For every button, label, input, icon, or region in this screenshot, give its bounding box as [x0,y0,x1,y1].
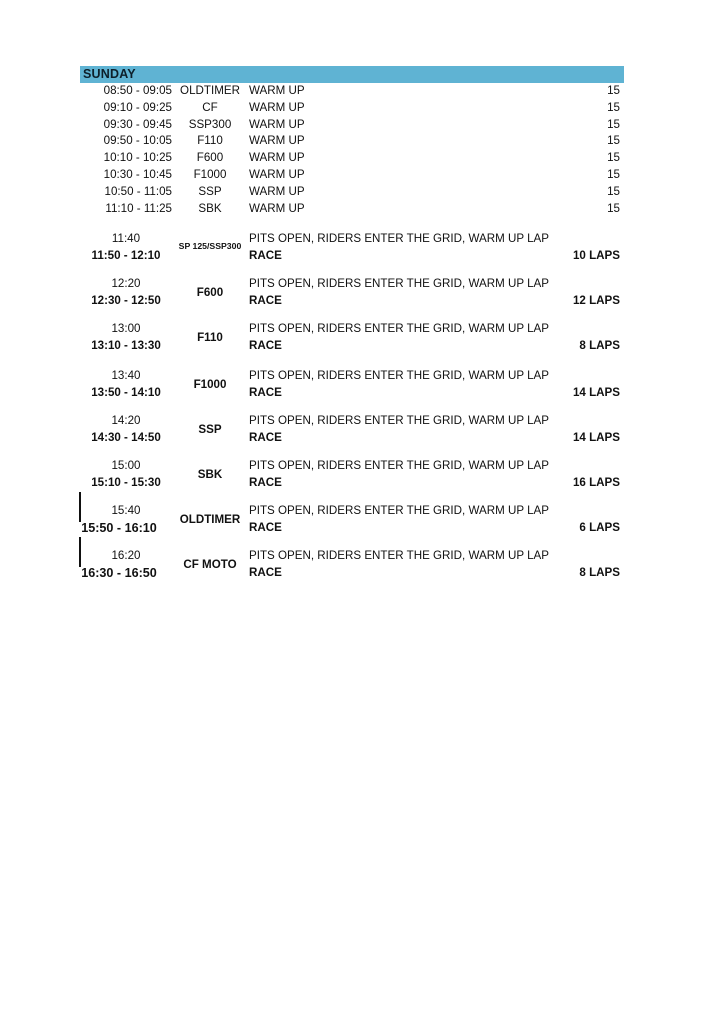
table-row [80,201,624,218]
race-time: 15:50 - 16:10 [81,521,157,536]
duration: 15 [607,151,620,165]
activity: WARM UP [249,201,305,215]
activity: WARM UP [249,100,305,114]
class-name: SSP [198,184,222,198]
class-name: F1000 [193,167,227,181]
pit-open-text: PITS OPEN, RIDERS ENTER THE GRID, WARM UP LAP [249,232,549,246]
race-block [80,369,624,409]
table-row [80,100,624,117]
table-row [80,133,624,150]
pit-open-time: 13:40 [111,369,141,383]
race-laps: 16 LAPS [572,476,620,490]
race-label: RACE [249,339,282,353]
race-laps: 8 LAPS [579,566,620,580]
table-row [80,83,624,100]
class-name: SBK [198,201,222,215]
pit-open-text: PITS OPEN, RIDERS ENTER THE GRID, WARM UP LAP [249,277,549,291]
pit-open-time: 16:20 [111,549,141,563]
race-time: 13:10 - 13:30 [91,339,161,353]
time-range: 08:50 - 09:05 [103,84,172,97]
duration: 15 [607,100,620,114]
race-label: RACE [249,521,282,535]
activity: WARM UP [249,184,305,198]
race-block [80,459,624,499]
pit-open-text: PITS OPEN, RIDERS ENTER THE GRID, WARM UP LAP [249,369,549,383]
duration: 15 [607,167,620,181]
race-block [80,277,624,317]
pit-open-text: PITS OPEN, RIDERS ENTER THE GRID, WARM UP LAP [249,504,549,518]
class-name: F110 [197,134,223,148]
pit-open-text: PITS OPEN, RIDERS ENTER THE GRID, WARM UP LAP [249,549,549,563]
race-class: F1000 [193,378,227,392]
race-block [80,549,624,589]
table-row [80,167,624,184]
race-block [80,504,624,544]
race-laps: 14 LAPS [572,431,620,445]
time-range: 09:10 - 09:25 [103,100,172,114]
day-header: SUNDAY [80,66,624,83]
race-class: CF MOTO [183,558,237,572]
time-range: 10:10 - 10:25 [103,151,172,165]
race-class: SBK [197,468,223,482]
activity: WARM UP [249,151,305,165]
activity: WARM UP [249,117,305,131]
pit-open-text: PITS OPEN, RIDERS ENTER THE GRID, WARM UP LAP [249,459,549,473]
time-range: 09:50 - 10:05 [103,134,172,148]
activity: WARM UP [249,167,305,181]
pit-open-time: 15:40 [111,504,141,518]
race-label: RACE [249,431,282,445]
race-class: SSP [198,423,222,437]
race-block [80,322,624,362]
class-name: F600 [196,151,224,165]
warmup-table [80,83,624,217]
race-time: 16:30 - 16:50 [81,566,157,581]
race-label: RACE [249,249,282,263]
race-laps: 8 LAPS [579,339,620,353]
time-range: 10:30 - 10:45 [103,167,172,181]
time-range: 09:30 - 09:45 [103,117,172,131]
race-label: RACE [249,566,282,580]
duration: 15 [607,117,620,131]
race-class: F110 [197,331,223,345]
race-time: 13:50 - 14:10 [91,386,161,400]
pit-open-time: 12:20 [111,277,141,291]
race-time: 12:30 - 12:50 [91,294,161,308]
table-row [80,150,624,167]
race-laps: 14 LAPS [572,386,620,400]
pit-open-time: 14:20 [111,414,141,428]
time-range: 11:10 - 11:25 [105,201,172,215]
table-row [80,117,624,134]
class-name: SSP300 [188,117,232,131]
race-block [80,414,624,454]
race-label: RACE [249,476,282,490]
pit-open-time: 11:40 [111,232,141,246]
duration: 15 [607,134,620,148]
pit-open-text: PITS OPEN, RIDERS ENTER THE GRID, WARM UP LAP [249,322,549,336]
class-name: CF [202,100,218,114]
pit-open-time: 13:00 [111,322,141,336]
time-range: 10:50 - 11:05 [104,184,172,198]
race-time: 11:50 - 12:10 [91,249,161,263]
activity: WARM UP [249,134,305,148]
race-time: 14:30 - 14:50 [91,431,161,445]
class-name: OLDTIMER [180,84,240,97]
schedule-sheet [80,66,624,581]
pit-open-time: 15:00 [111,459,141,473]
race-class: OLDTIMER [179,513,241,527]
race-class: F600 [196,286,224,300]
duration: 15 [607,201,620,215]
race-class: SP 125/SSP300 [178,241,242,252]
race-laps: 10 LAPS [572,249,620,263]
duration: 15 [607,184,620,198]
race-laps: 6 LAPS [579,521,620,535]
race-label: RACE [249,386,282,400]
race-time: 15:10 - 15:30 [91,476,161,490]
pit-open-text: PITS OPEN, RIDERS ENTER THE GRID, WARM UP LAP [249,414,549,428]
table-row [80,184,624,201]
duration: 15 [607,84,620,97]
race-block [80,232,624,272]
activity: WARM UP [249,84,305,97]
race-laps: 12 LAPS [572,294,620,308]
race-label: RACE [249,294,282,308]
